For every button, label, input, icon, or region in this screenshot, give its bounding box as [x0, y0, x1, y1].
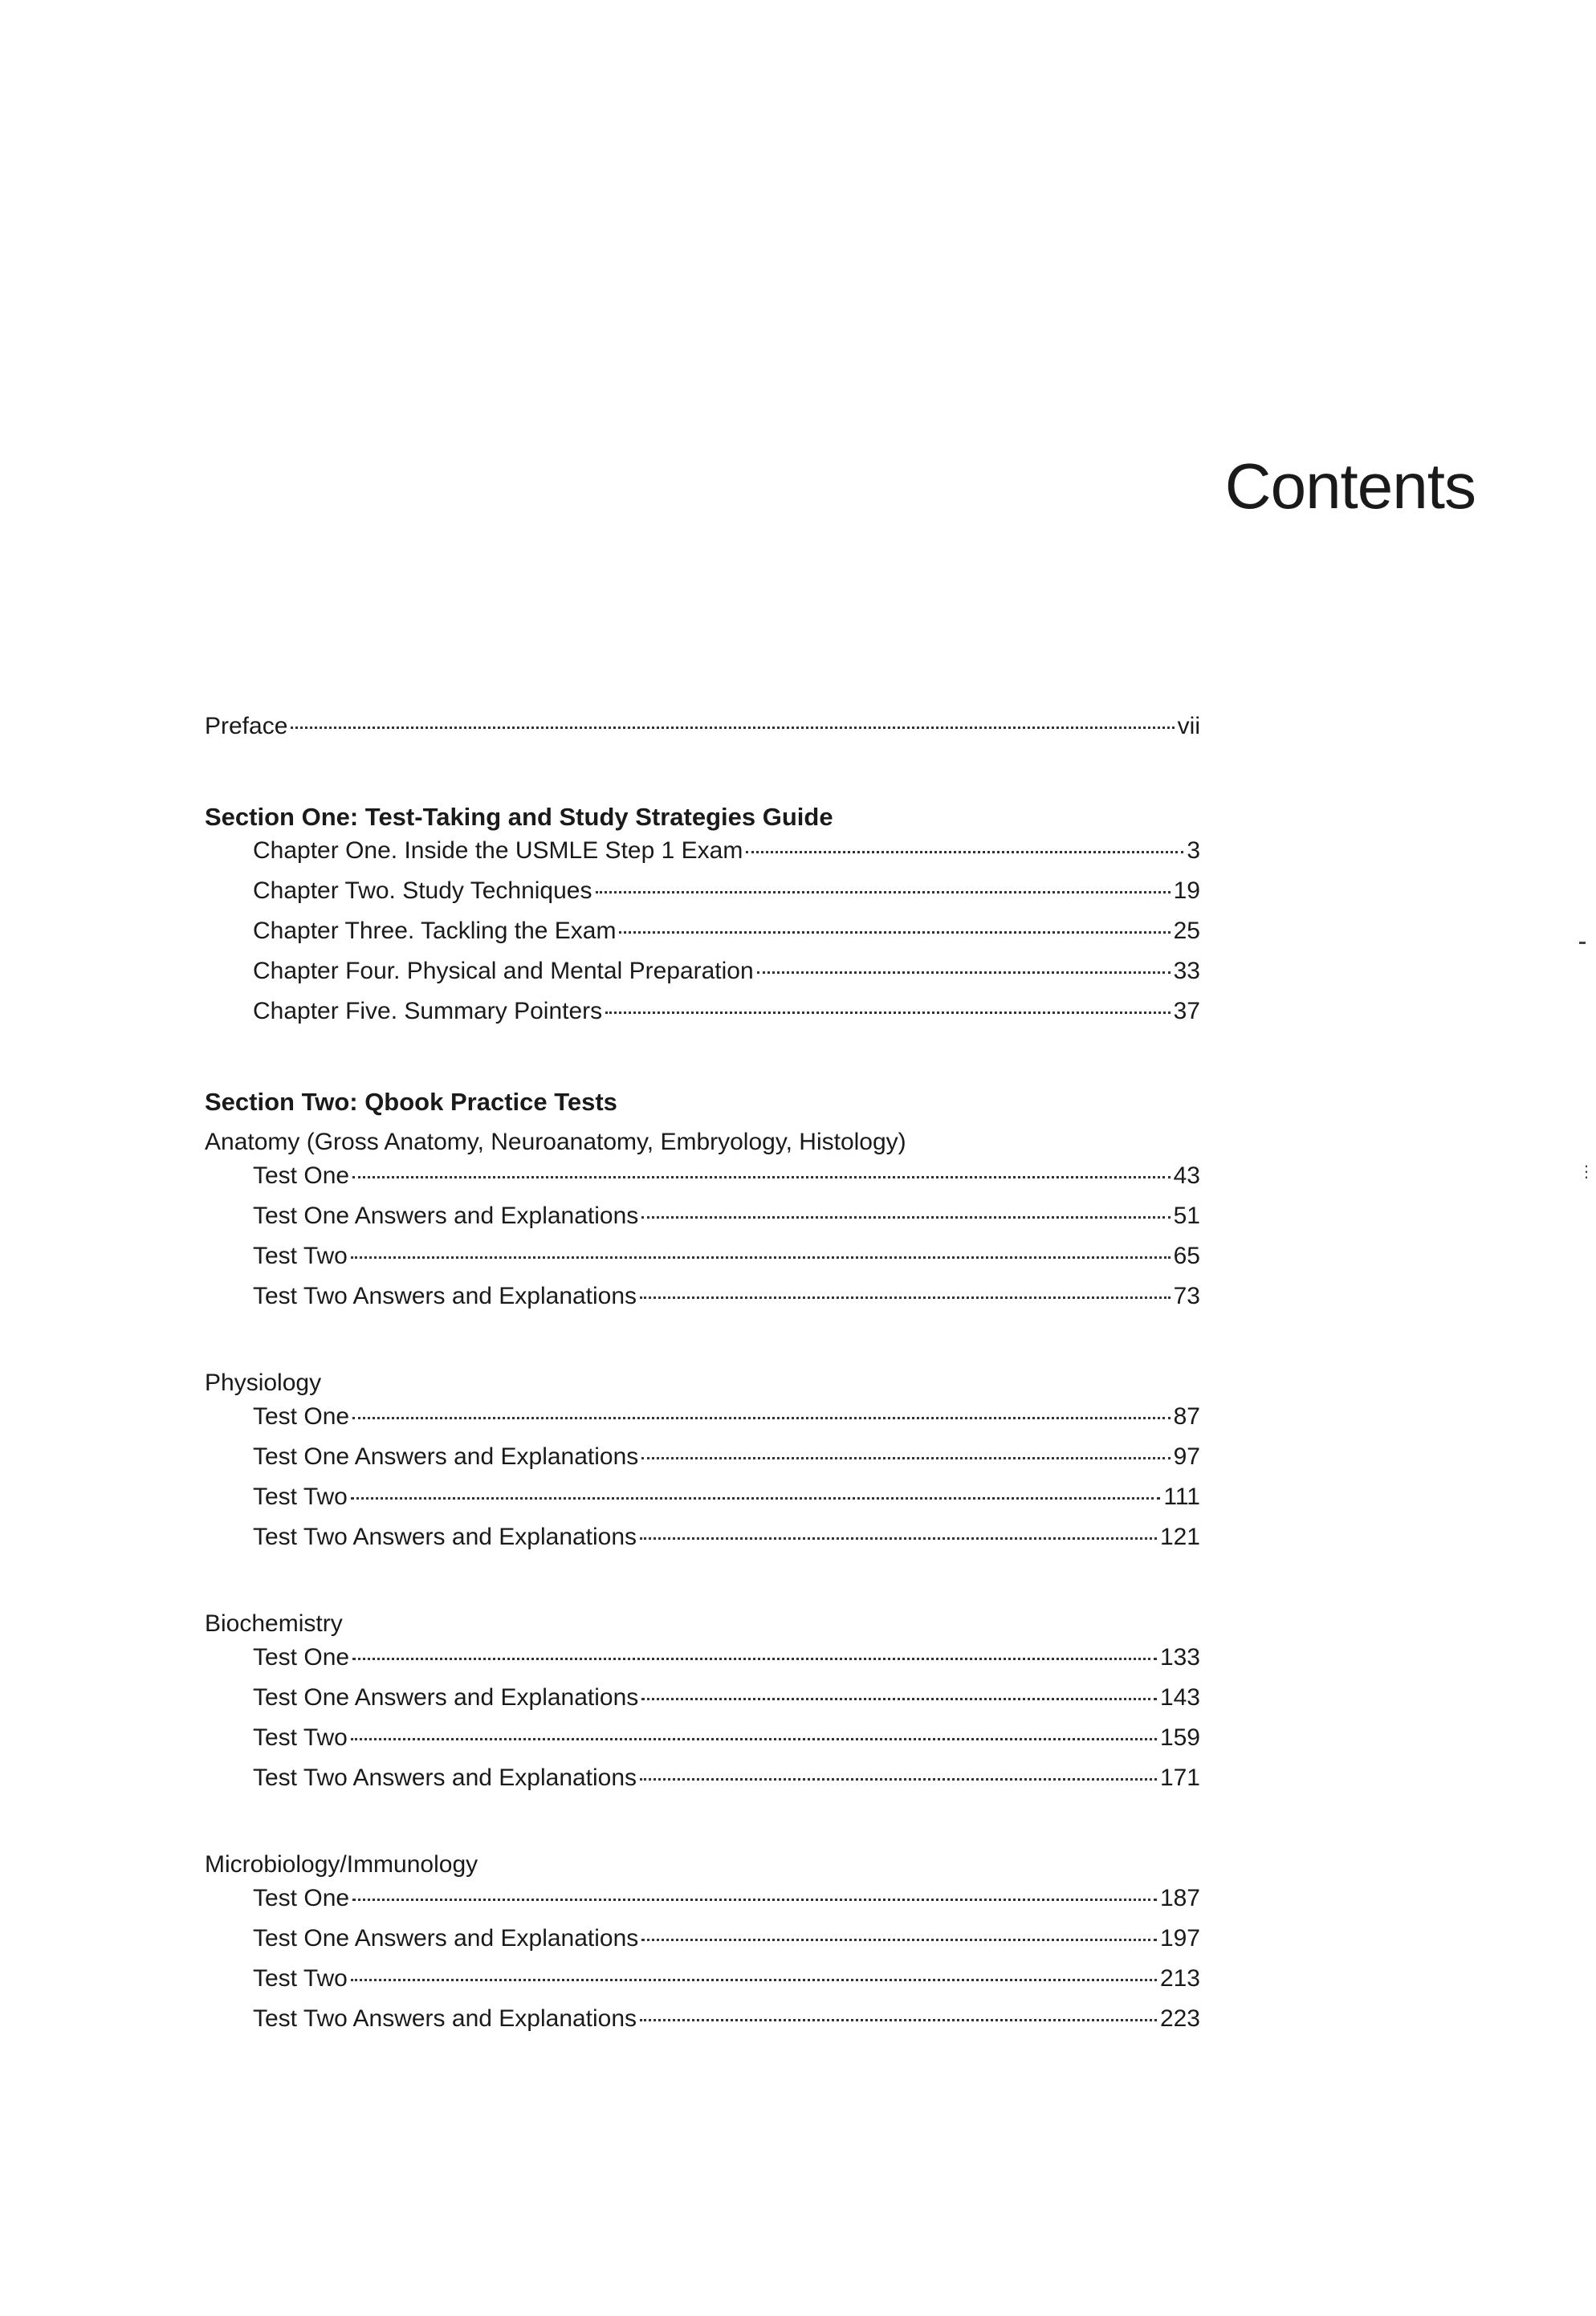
- toc-entry-label: Chapter Four. Physical and Mental Preparation: [253, 958, 754, 984]
- dot-leader: [619, 931, 1170, 934]
- toc-entry[interactable]: [205, 1283, 1200, 1323]
- dot-leader: [640, 1537, 1157, 1540]
- toc-entry[interactable]: [205, 1684, 1200, 1724]
- toc-entry-label: Test Two: [253, 1484, 348, 1510]
- toc-entry[interactable]: [205, 1162, 1200, 1203]
- toc-entry-page: 171: [1159, 1764, 1200, 1791]
- dot-leader: [352, 1417, 1171, 1419]
- toc-entry-label: Test One Answers and Explanations: [253, 1684, 639, 1711]
- dot-leader: [351, 1979, 1157, 1981]
- dot-leader: [351, 1497, 1161, 1500]
- toc-entry[interactable]: [205, 1724, 1200, 1764]
- toc-entry-preface[interactable]: [205, 713, 1200, 753]
- toc-entry-label: Chapter One. Inside the USMLE Step 1 Exam: [253, 837, 743, 864]
- toc-entry-page: 3: [1187, 837, 1200, 864]
- toc-entry[interactable]: [205, 1403, 1200, 1443]
- toc-entry[interactable]: [205, 998, 1200, 1038]
- toc-entry-page: 51: [1173, 1203, 1200, 1229]
- toc-entry[interactable]: [205, 1524, 1200, 1564]
- dot-leader: [757, 971, 1171, 974]
- dot-leader: [351, 1256, 1171, 1259]
- subject-heading: Physiology: [205, 1370, 322, 1396]
- toc-entry-label: Test Two: [253, 1724, 348, 1751]
- toc-entry[interactable]: [205, 837, 1200, 877]
- toc-entry[interactable]: [205, 1443, 1200, 1484]
- subject-heading: Microbiology/Immunology: [205, 1851, 478, 1878]
- dot-leader: [641, 1939, 1157, 1941]
- dot-leader: [596, 891, 1171, 893]
- toc-entry-page: 133: [1159, 1644, 1200, 1671]
- toc-entry-page: 187: [1159, 1885, 1200, 1911]
- toc-entry-label: Test Two: [253, 1965, 348, 1992]
- dot-leader: [605, 1011, 1170, 1014]
- toc-entry-page: 65: [1173, 1243, 1200, 1269]
- scan-artifact-dash: [1579, 942, 1586, 944]
- dot-leader: [352, 1899, 1157, 1901]
- toc-entry[interactable]: [205, 1484, 1200, 1524]
- toc-entry-page: 33: [1173, 958, 1200, 984]
- toc-entry[interactable]: [205, 1764, 1200, 1805]
- toc-entry[interactable]: [205, 1965, 1200, 2005]
- toc-entry-label: Chapter Five. Summary Pointers: [253, 998, 603, 1024]
- section-heading: Section One: Test-Taking and Study Strategies Guide: [205, 803, 833, 831]
- toc-entry-page: 19: [1173, 877, 1200, 904]
- page-title: Contents: [1224, 450, 1476, 522]
- toc-entry-page: 111: [1163, 1484, 1200, 1510]
- table-of-contents: [205, 713, 1200, 2045]
- toc-entry-label: Test One Answers and Explanations: [253, 1443, 639, 1470]
- toc-entry-page: 97: [1173, 1443, 1200, 1470]
- toc-entry[interactable]: [205, 877, 1200, 918]
- toc-entry-page: 159: [1159, 1724, 1200, 1751]
- toc-entry-label: Test Two: [253, 1243, 348, 1269]
- toc-entry[interactable]: [205, 958, 1200, 998]
- toc-entry-page: 213: [1159, 1965, 1200, 1992]
- subject-heading: Biochemistry: [205, 1610, 343, 1637]
- dot-leader: [641, 1457, 1170, 1459]
- toc-entry-label: Test One: [253, 1644, 350, 1671]
- toc-entry-page: 37: [1173, 998, 1200, 1024]
- toc-entry-page: 25: [1173, 918, 1200, 944]
- toc-entry-label: Test Two Answers and Explanations: [253, 1764, 637, 1791]
- toc-entry-label: Test Two Answers and Explanations: [253, 1283, 637, 1309]
- toc-entry-label: Test Two Answers and Explanations: [253, 2005, 637, 2032]
- toc-entry[interactable]: [205, 1925, 1200, 1965]
- dot-leader: [641, 1698, 1157, 1700]
- toc-entry-label: Test One: [253, 1403, 350, 1430]
- toc-entry-page: 73: [1173, 1283, 1200, 1309]
- toc-entry-label: Chapter Two. Study Techniques: [253, 877, 592, 904]
- toc-entry-label: Test One Answers and Explanations: [253, 1203, 639, 1229]
- toc-entry-page: 197: [1159, 1925, 1200, 1952]
- scan-artifact-dots: ⋮: [1578, 1163, 1594, 1181]
- toc-entry-page: 43: [1173, 1162, 1200, 1189]
- toc-entry-label: Test One: [253, 1885, 350, 1911]
- toc-entry-page: 121: [1159, 1524, 1200, 1550]
- toc-entry-page: vii: [1177, 713, 1200, 739]
- toc-entry-label: Test Two Answers and Explanations: [253, 1524, 637, 1550]
- dot-leader: [352, 1658, 1157, 1660]
- section-heading: Section Two: Qbook Practice Tests: [205, 1088, 617, 1116]
- dot-leader: [641, 1216, 1170, 1219]
- toc-entry[interactable]: [205, 2005, 1200, 2045]
- dot-leader: [291, 727, 1174, 729]
- toc-entry[interactable]: [205, 1885, 1200, 1925]
- subject-heading: Anatomy (Gross Anatomy, Neuroanatomy, Embryology, Histology): [205, 1129, 906, 1155]
- dot-leader: [746, 851, 1183, 853]
- toc-entry[interactable]: [205, 918, 1200, 958]
- toc-entry-page: 87: [1173, 1403, 1200, 1430]
- toc-entry-page: 223: [1159, 2005, 1200, 2032]
- dot-leader: [352, 1176, 1171, 1178]
- toc-entry-label: Test One: [253, 1162, 350, 1189]
- toc-entry[interactable]: [205, 1243, 1200, 1283]
- toc-entry-label: Chapter Three. Tackling the Exam: [253, 918, 617, 944]
- dot-leader: [640, 2019, 1157, 2021]
- toc-entry-page: 143: [1159, 1684, 1200, 1711]
- toc-entry[interactable]: [205, 1203, 1200, 1243]
- toc-entry-label: Test One Answers and Explanations: [253, 1925, 639, 1952]
- dot-leader: [640, 1778, 1157, 1781]
- toc-entry[interactable]: [205, 1644, 1200, 1684]
- toc-entry-label: Preface: [205, 713, 288, 739]
- dot-leader: [640, 1296, 1171, 1299]
- dot-leader: [351, 1738, 1157, 1740]
